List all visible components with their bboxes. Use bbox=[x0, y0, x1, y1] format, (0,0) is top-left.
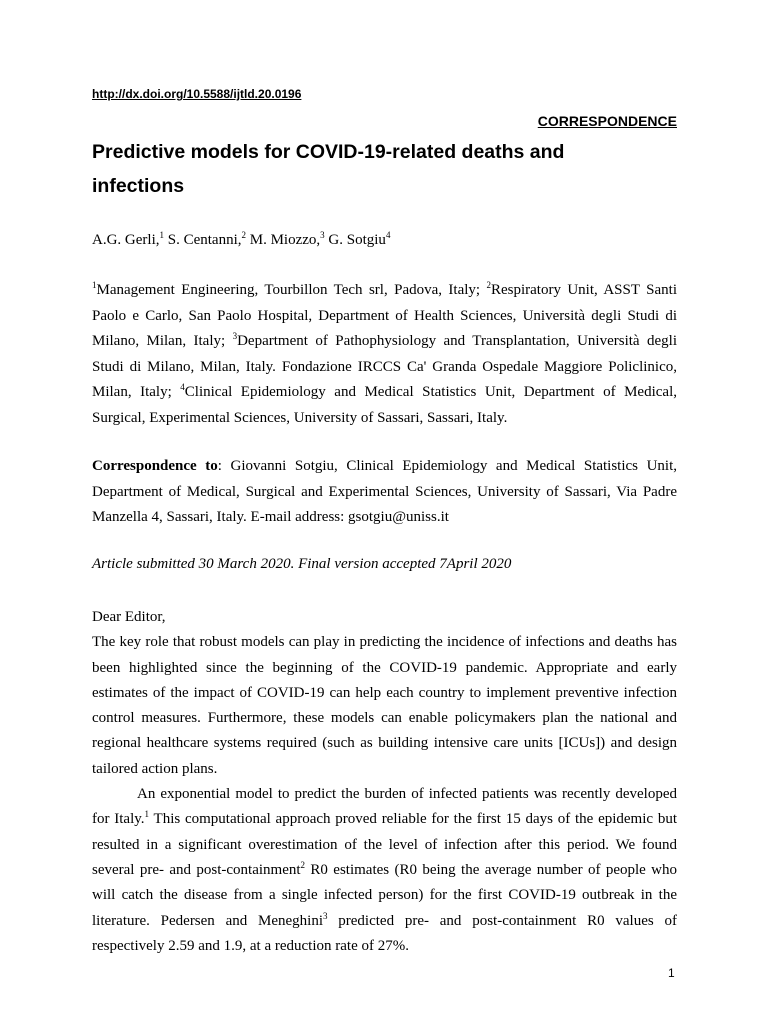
article-title: Predictive models for COVID-19-related deaths and infections bbox=[92, 141, 565, 197]
correspondence-block bbox=[92, 454, 677, 531]
submission-dates: Article submitted 30 March 2020. Final version accepted 7April 2020 bbox=[92, 556, 512, 572]
section-label: CORRESPONDENCE bbox=[537, 113, 677, 129]
paragraph-text: This computational approach proved reliable for the first 15 days of the epidemic but resulted in a significant overestimation of the level of infection after this period. We found several pre- and post-containment bbox=[92, 811, 677, 878]
paragraph-text: predicted pre- and post-containment R0 values of respectively 2.59 and 1.9, at a reduction rate of 27%. bbox=[92, 912, 677, 954]
author-affil-sup: 3 bbox=[320, 230, 325, 240]
affiliation: Clinical Epidemiology and Medical Statistics Unit, Department of Medical, Surgical, Experimental Sciences, University of Sassari, Sassari, Italy. bbox=[92, 384, 677, 426]
affil-sup: 1 bbox=[92, 280, 97, 290]
salutation: Dear Editor, bbox=[92, 609, 166, 625]
correspondence-text: : Giovanni Sotgiu, Clinical Epidemiology and Medical Statistics Unit, Department of Medical, Surgical and Experimental Sciences, University of Sassari, Via Padre Manzella 4, Sassari, Italy. E-mail address: gsotgiu@uniss.it bbox=[92, 458, 677, 526]
paragraph-text: R0 estimates (R0 being the average number of people who will catch the disease from a single infected person) for the first COVID-19 outbreak in the literature. Pedersen and Meneghini bbox=[92, 861, 678, 929]
author-affil-sup: 2 bbox=[241, 230, 246, 240]
citation-sup: 2 bbox=[300, 859, 306, 870]
correspondence-label: Correspondence to bbox=[92, 458, 218, 474]
author-affil-sup: 1 bbox=[159, 230, 164, 240]
author-affil-sup: 4 bbox=[385, 230, 391, 240]
letter-body bbox=[92, 605, 677, 959]
body-paragraph: The key role that robust models can play in predicting the incidence of infections and deaths has been highlighted since the beginning of the COVID-19 pandemic. Appropriate and early estimates of the impact of COVID-19 can help each country to implement preventive infection control measures. Furthermore, these models can enable policymakers plan the national and regional healthcare systems required (such as building intensive care units [ICUs]) and design tailored action plans. bbox=[92, 634, 677, 777]
affiliation: Department of Pathophysiology and Transplantation, Università degli Studi di Milano, Milan, Italy. Fondazione IRCCS Ca' Granda Ospedale Maggiore Policlinico, Milan, Italy; bbox=[92, 333, 677, 401]
citation-sup: 3 bbox=[323, 910, 328, 921]
paragraph-text: An exponential model to predict the burden of infected patients was recently developed for Italy. bbox=[92, 786, 677, 828]
body-paragraph bbox=[92, 782, 677, 959]
page-number: 1 bbox=[668, 966, 675, 980]
affil-sup: 4 bbox=[180, 382, 185, 393]
affiliation: Management Engineering, Tourbillon Tech srl, Padova, Italy; bbox=[96, 282, 487, 298]
affiliations-block bbox=[92, 278, 677, 432]
author-name: M. Miozzo, bbox=[249, 232, 321, 248]
affiliation: Respiratory Unit, ASST Santi Paolo e Carlo, San Paolo Hospital, Department of Health Sciences, Università degli Studi di Milano, Milan, Italy; bbox=[92, 282, 677, 350]
affil-sup: 3 bbox=[232, 331, 238, 342]
doi-link[interactable]: http://dx.doi.org/10.5588/ijtld.20.0196 bbox=[92, 87, 302, 101]
author-list bbox=[92, 230, 390, 250]
citation-sup: 1 bbox=[144, 809, 150, 820]
author-name: G. Sotgiu bbox=[328, 232, 386, 248]
author-name: S. Centanni, bbox=[167, 232, 242, 248]
author-name: A.G. Gerli, bbox=[92, 232, 160, 248]
affil-sup: 2 bbox=[486, 280, 491, 290]
